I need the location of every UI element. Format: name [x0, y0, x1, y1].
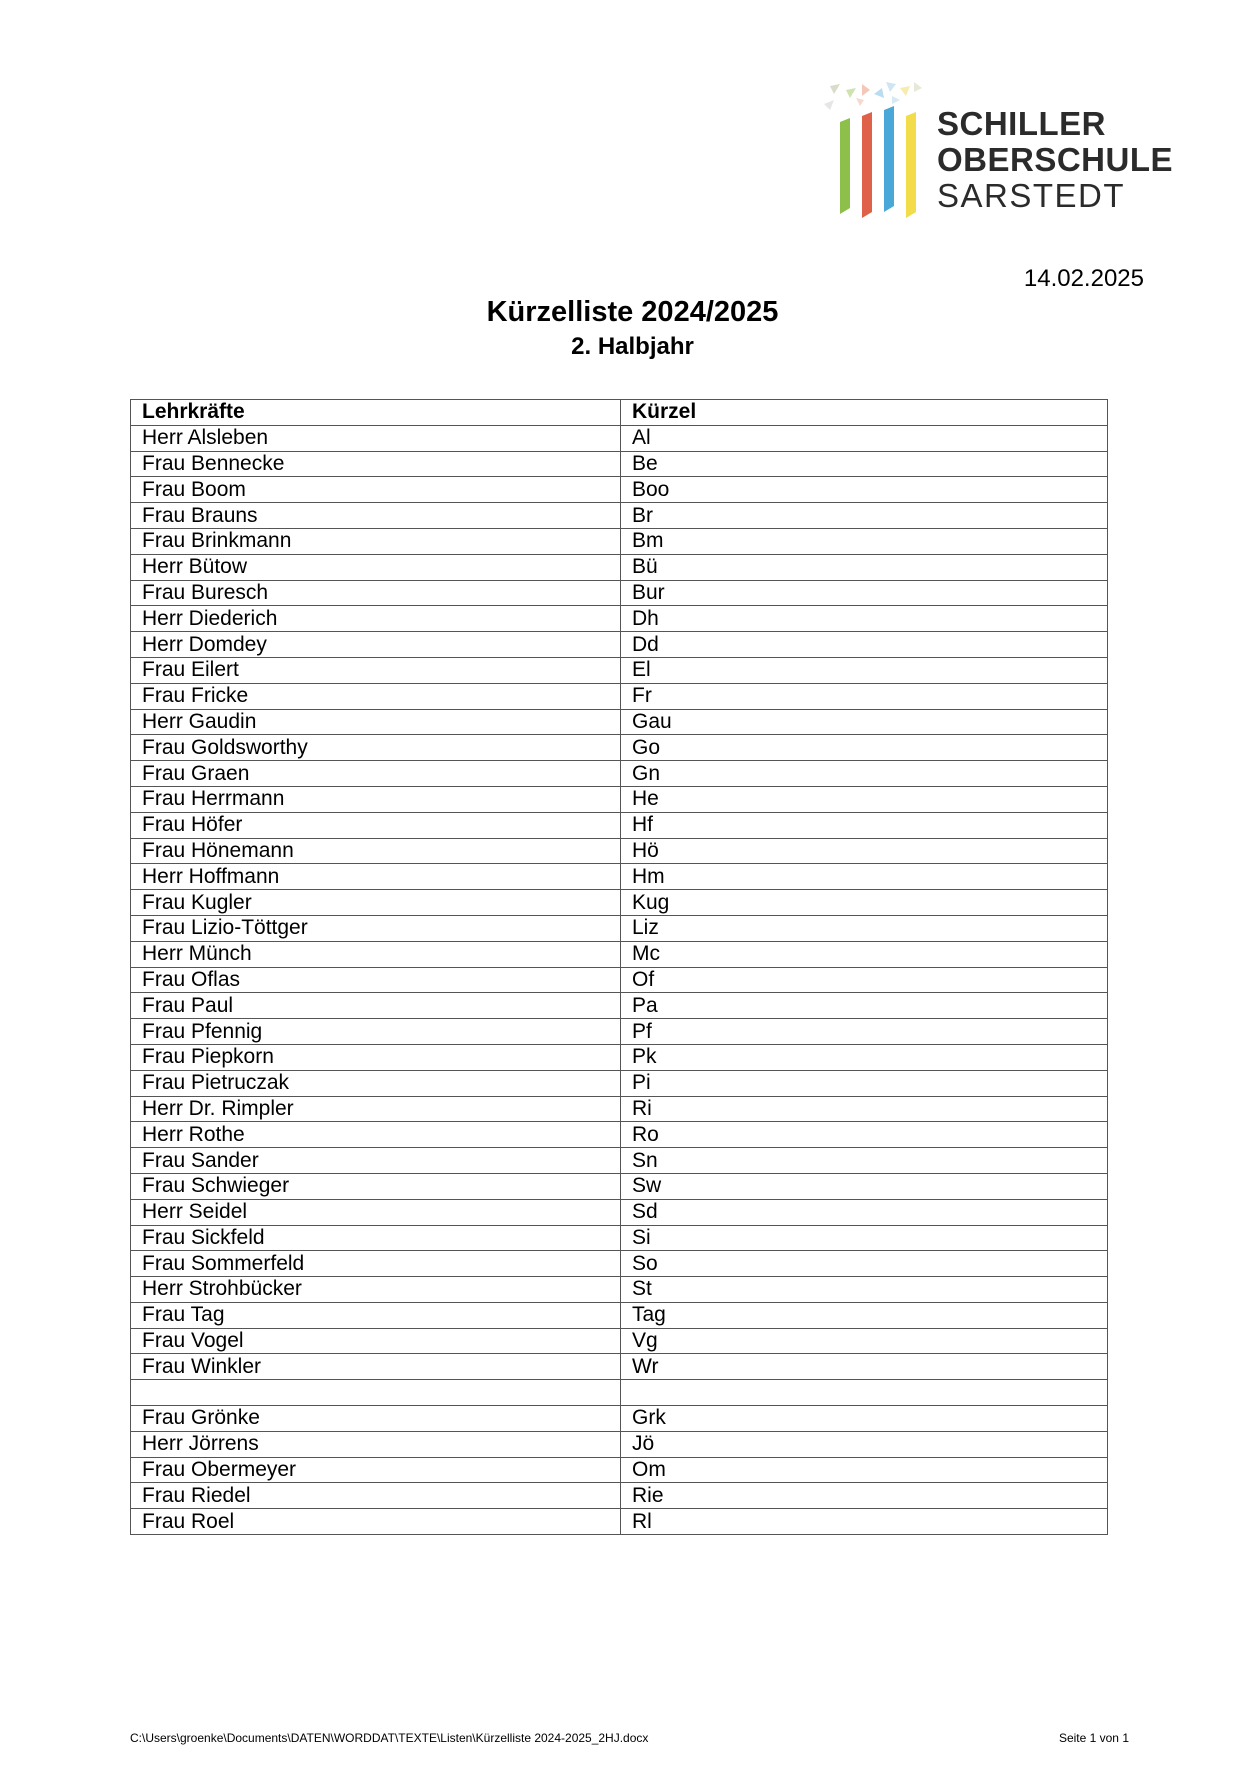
document-date: 14.02.2025	[1023, 265, 1144, 292]
abbreviation-cell: Br	[621, 503, 1108, 529]
table-row	[131, 1019, 1108, 1045]
logo-wordmark	[937, 106, 1173, 214]
teacher-name-cell: Herr Münch	[131, 941, 621, 967]
teacher-name-cell: Frau Graen	[131, 761, 621, 787]
abbreviation-cell: Grk	[621, 1406, 1108, 1432]
teacher-name-cell: Frau Buresch	[131, 580, 621, 606]
teacher-name-cell: Frau Pietruczak	[131, 1070, 621, 1096]
table-header-row	[131, 400, 1108, 426]
abbreviation-cell: Pa	[621, 993, 1108, 1019]
abbreviation-cell: Sd	[621, 1199, 1108, 1225]
teacher-name-cell: Frau Obermeyer	[131, 1457, 621, 1483]
teacher-name-cell: Frau Bennecke	[131, 451, 621, 477]
abbreviation-cell: Go	[621, 735, 1108, 761]
abbreviation-cell: Pi	[621, 1070, 1108, 1096]
abbreviation-cell: Si	[621, 1225, 1108, 1251]
abbreviation-cell: Dh	[621, 606, 1108, 632]
teacher-name-cell: Herr Rothe	[131, 1122, 621, 1148]
abbreviation-cell: Sw	[621, 1173, 1108, 1199]
abbreviation-cell: Al	[621, 425, 1108, 451]
abbreviation-table	[130, 399, 1108, 1535]
table-row	[131, 941, 1108, 967]
abbreviation-cell: El	[621, 657, 1108, 683]
abbreviation-cell: Rl	[621, 1509, 1108, 1535]
teacher-name-cell: Frau Goldsworthy	[131, 735, 621, 761]
teacher-name-cell: Frau Hönemann	[131, 838, 621, 864]
table-row	[131, 554, 1108, 580]
table-row	[131, 761, 1108, 787]
abbreviation-cell: Tag	[621, 1302, 1108, 1328]
teacher-name-cell: Herr Dr. Rimpler	[131, 1096, 621, 1122]
table-row	[131, 838, 1108, 864]
teacher-name-cell: Frau Schwieger	[131, 1173, 621, 1199]
table-row	[131, 477, 1108, 503]
table-row	[131, 864, 1108, 890]
footer-file-path: C:\Users\groenke\Documents\DATEN\WORDDAT\TEXTE\Listen\Kürzelliste 2024-2025_2HJ.docx	[130, 1731, 649, 1745]
table-row	[131, 451, 1108, 477]
abbreviation-cell: Sn	[621, 1148, 1108, 1174]
footer-page-number: Seite 1 von 1	[1058, 1731, 1129, 1745]
teacher-name-cell: Frau Brauns	[131, 503, 621, 529]
table-row	[131, 683, 1108, 709]
abbreviation-cell: Jö	[621, 1431, 1108, 1457]
teacher-name-cell: Herr Jörrens	[131, 1431, 621, 1457]
abbreviation-cell: Pf	[621, 1019, 1108, 1045]
teacher-name-cell: Frau Sommerfeld	[131, 1251, 621, 1277]
abbreviation-cell: Om	[621, 1457, 1108, 1483]
abbreviation-cell: Bü	[621, 554, 1108, 580]
abbreviation-cell: Vg	[621, 1328, 1108, 1354]
table-row	[131, 709, 1108, 735]
abbreviation-cell: Kug	[621, 890, 1108, 916]
table-row	[131, 528, 1108, 554]
abbreviation-cell: So	[621, 1251, 1108, 1277]
table-row	[131, 1457, 1108, 1483]
logo-line-2: OBERSCHULE	[937, 141, 1174, 178]
teacher-name-cell: Frau Piepkorn	[131, 1044, 621, 1070]
table-row	[131, 890, 1108, 916]
abbreviation-cell: Bur	[621, 580, 1108, 606]
table-row	[131, 1509, 1108, 1535]
teacher-name-cell: Herr Diederich	[131, 606, 621, 632]
teacher-name-cell: Frau Lizio-Töttger	[131, 915, 621, 941]
page-subtitle: 2. Halbjahr	[571, 333, 694, 360]
teacher-name-cell: Herr Strohbücker	[131, 1277, 621, 1303]
teacher-name-cell: Frau Grönke	[131, 1406, 621, 1432]
logo-mark	[822, 80, 932, 220]
table-row	[131, 1302, 1108, 1328]
abbreviation-cell: Boo	[621, 477, 1108, 503]
teacher-name-cell: Frau Oflas	[131, 967, 621, 993]
table-row	[131, 993, 1108, 1019]
teacher-name-cell: Frau Roel	[131, 1509, 621, 1535]
abbreviation-cell: Gau	[621, 709, 1108, 735]
logo-line-3: SARSTEDT	[937, 177, 1126, 214]
teacher-name-cell: Herr Domdey	[131, 632, 621, 658]
abbreviation-cell: Hf	[621, 812, 1108, 838]
teacher-name-cell: Herr Alsleben	[131, 425, 621, 451]
abbreviation-cell: Rie	[621, 1483, 1108, 1509]
table-body	[131, 425, 1108, 1534]
teacher-name-cell: Frau Tag	[131, 1302, 621, 1328]
table-row	[131, 632, 1108, 658]
table-row	[131, 1328, 1108, 1354]
table-row	[131, 503, 1108, 529]
abbreviation-cell: Pk	[621, 1044, 1108, 1070]
teacher-name-cell: Frau Winkler	[131, 1354, 621, 1380]
table-row	[131, 1096, 1108, 1122]
table-row	[131, 657, 1108, 683]
abbreviation-cell: Ro	[621, 1122, 1108, 1148]
table-row	[131, 425, 1108, 451]
abbreviation-cell: Be	[621, 451, 1108, 477]
school-logo	[822, 80, 1174, 220]
abbreviation-cell: He	[621, 786, 1108, 812]
teacher-name-cell: Frau Pfennig	[131, 1019, 621, 1045]
table-row	[131, 1173, 1108, 1199]
table-row	[131, 1354, 1108, 1380]
table-row	[131, 812, 1108, 838]
table-row	[131, 967, 1108, 993]
table-row	[131, 606, 1108, 632]
abbreviation-cell: Bm	[621, 528, 1108, 554]
teacher-name-cell: Frau Boom	[131, 477, 621, 503]
table-row	[131, 786, 1108, 812]
table-row	[131, 735, 1108, 761]
teacher-name-cell: Herr Gaudin	[131, 709, 621, 735]
table-row	[131, 1431, 1108, 1457]
table-row	[131, 1277, 1108, 1303]
teacher-name-cell: Frau Herrmann	[131, 786, 621, 812]
table-row	[131, 1483, 1108, 1509]
table-row	[131, 1148, 1108, 1174]
teacher-name-cell: Frau Sander	[131, 1148, 621, 1174]
table-row	[131, 1225, 1108, 1251]
teacher-name-cell: Frau Eilert	[131, 657, 621, 683]
teacher-name-cell	[131, 1380, 621, 1406]
teacher-name-cell: Herr Bütow	[131, 554, 621, 580]
teacher-name-cell: Herr Hoffmann	[131, 864, 621, 890]
teacher-name-cell: Frau Kugler	[131, 890, 621, 916]
teacher-name-cell: Herr Seidel	[131, 1199, 621, 1225]
abbreviation-cell: Dd	[621, 632, 1108, 658]
abbreviation-cell: Gn	[621, 761, 1108, 787]
column-header-abbreviation: Kürzel	[621, 400, 1108, 426]
abbreviation-cell: Hö	[621, 838, 1108, 864]
table-row	[131, 1380, 1108, 1406]
teacher-name-cell: Frau Fricke	[131, 683, 621, 709]
teacher-name-cell: Frau Vogel	[131, 1328, 621, 1354]
logo-line-1: SCHILLER	[937, 105, 1106, 142]
teacher-name-cell: Frau Sickfeld	[131, 1225, 621, 1251]
teacher-name-cell: Frau Paul	[131, 993, 621, 1019]
table-row	[131, 1122, 1108, 1148]
abbreviation-cell: Of	[621, 967, 1108, 993]
table-row	[131, 1406, 1108, 1432]
column-header-teachers: Lehrkräfte	[131, 400, 621, 426]
abbreviation-cell: Hm	[621, 864, 1108, 890]
page-title: Kürzelliste 2024/2025	[486, 296, 779, 328]
table-row	[131, 1044, 1108, 1070]
abbreviation-cell: Mc	[621, 941, 1108, 967]
abbreviation-cell	[621, 1380, 1108, 1406]
table-row	[131, 1199, 1108, 1225]
table-row	[131, 1070, 1108, 1096]
table-row	[131, 1251, 1108, 1277]
abbreviation-cell: Ri	[621, 1096, 1108, 1122]
table-row	[131, 915, 1108, 941]
abbreviation-cell: St	[621, 1277, 1108, 1303]
teacher-name-cell: Frau Riedel	[131, 1483, 621, 1509]
abbreviation-cell: Wr	[621, 1354, 1108, 1380]
teacher-name-cell: Frau Brinkmann	[131, 528, 621, 554]
abbreviation-cell: Liz	[621, 915, 1108, 941]
abbreviation-cell: Fr	[621, 683, 1108, 709]
table-row	[131, 580, 1108, 606]
teacher-name-cell: Frau Höfer	[131, 812, 621, 838]
